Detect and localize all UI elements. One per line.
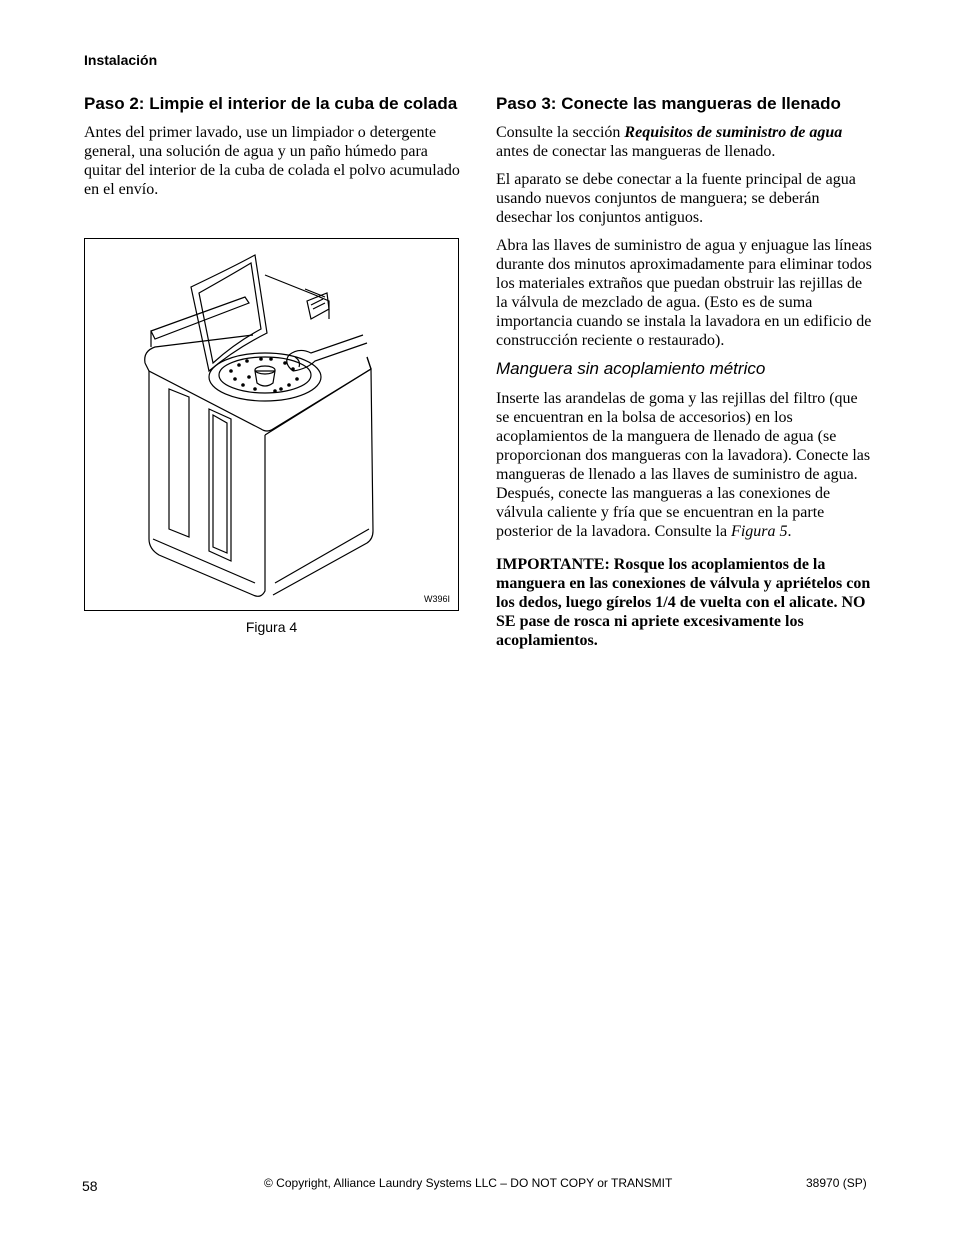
right-column: [496, 93, 874, 659]
step3-heading: Paso 3: Conecte las mangueras de llenado: [496, 94, 841, 113]
p1-text-end: antes de conectar las mangueras de llenado.: [496, 143, 776, 160]
p1-text: Consulte la sección: [496, 124, 625, 141]
step3-paragraph-2: El aparato se debe conectar a la fuente principal de agua usando nuevos conjuntos de manguera; se deberán desechar los conjuntos antiguos.: [496, 171, 856, 226]
requisitos-link: Requisitos de suministro de agua: [624, 124, 843, 141]
document-number: 38970 (SP): [806, 1176, 867, 1190]
section-label: Instalación: [84, 52, 158, 68]
important-note: IMPORTANTE: Rosque los acoplamientos de la manguera en las conexiones de válvula y apriételos con los dedos, luego gírelos 1/4 de vuelta con el alicate. NO SE pase de rosca ni apriete excesivamente los acoplamientos.: [496, 556, 871, 649]
washer-figure: [84, 238, 459, 611]
subheading: Manguera sin acoplamiento métrico: [496, 359, 766, 378]
page-number: 58: [82, 1178, 98, 1194]
step2-heading: Paso 2: Limpie el interior de la cuba de colada: [84, 94, 458, 113]
copyright-notice: © Copyright, Alliance Laundry Systems LLC – DO NOT COPY or TRANSMIT: [264, 1176, 673, 1190]
left-column: [84, 93, 464, 208]
figure-code: W396I: [423, 594, 450, 604]
figure-caption: Figura 4: [245, 619, 298, 635]
washer-illustration: [85, 239, 460, 612]
step3-paragraph-1: [496, 123, 874, 161]
p4-text-end: .: [787, 523, 792, 540]
step2-body: Antes del primer lavado, use un limpiador o detergente general, una solución de agua y un paño húmedo para quitar del interior de la cuba de colada el polvo acumulado en el envío.: [84, 124, 460, 198]
step3-paragraph-3: Abra las llaves de suministro de agua y enjuague las líneas durante dos minutos aproximadamente para eliminar todos los materiales extraños que puedan obstruir las rejillas de la válvula de mezclado de agua. (Esto es de suma importancia cuando se instala la lavadora en un edificio de construcción reciente o restaurado).: [496, 237, 872, 349]
step3-paragraph-4: [496, 389, 874, 541]
p4-text: Inserte las arandelas de goma y las rejillas del filtro (que se encuentran en la bolsa de accesorios) en los acoplamientos de la manguera de llenado de agua (se proporcionan dos mangueras con la lavadora). Conecte las mangueras de llenado a las llaves de suministro de agua. Después, conecte las mangueras a las conexiones de válvula caliente y fría que se encuentran en la parte posterior de la lavadora. Consulte la: [496, 390, 871, 540]
figure5-reference: Figura 5: [731, 523, 788, 540]
